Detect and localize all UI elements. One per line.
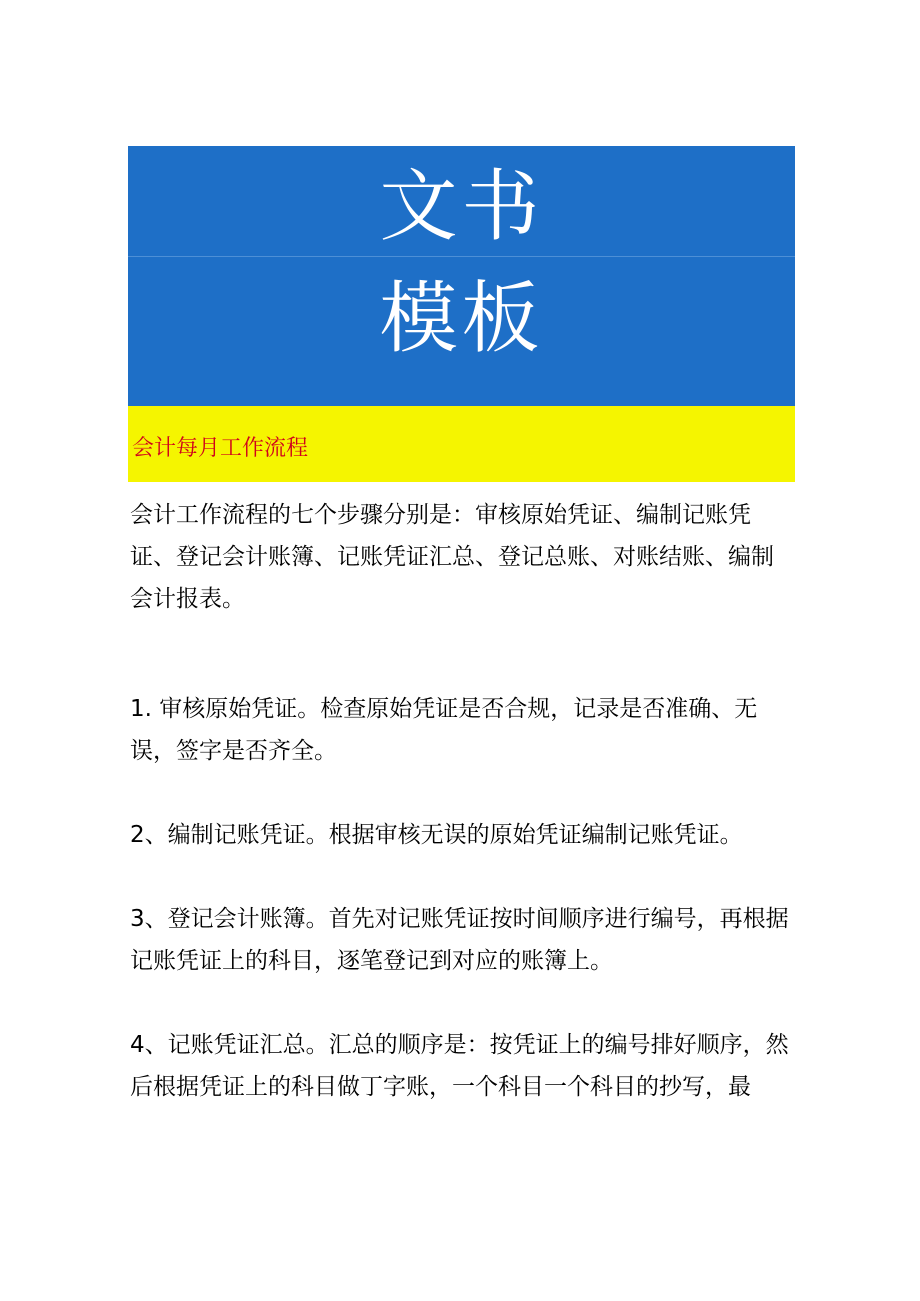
step-paragraph-1: 1. 审核原始凭证。检查原始凭证是否合规，记录是否准确、无误，签字是否齐全。 [130, 696, 758, 764]
subtitle-text: 会计每月工作流程 [132, 436, 309, 461]
step-paragraph-2: 2、编制记账凭证。根据审核无误的原始凭证编制记账凭证。 [130, 822, 743, 848]
document-body [130, 494, 790, 1150]
title-line-1: 文书 [379, 162, 544, 252]
step-paragraph-4: 4、记账凭证汇总。汇总的顺序是：按凭证上的编号排好顺序，然后根据凭证上的科目做丁字账，一个科目一个科目的抄写，最 [130, 1032, 789, 1100]
title-line-2: 模板 [379, 274, 544, 364]
title-banner [128, 146, 795, 406]
subtitle-bar [128, 406, 795, 482]
intro-paragraph: 会计工作流程的七个步骤分别是：审核原始凭证、编制记账凭证、登记会计账簿、记账凭证汇总、登记总账、对账结账、编制会计报表。 [130, 502, 774, 612]
banner-divider [128, 256, 795, 257]
step-paragraph-3: 3、登记会计账簿。首先对记账凭证按时间顺序进行编号，再根据记账凭证上的科目，逐笔登记到对应的账簿上。 [130, 906, 789, 974]
